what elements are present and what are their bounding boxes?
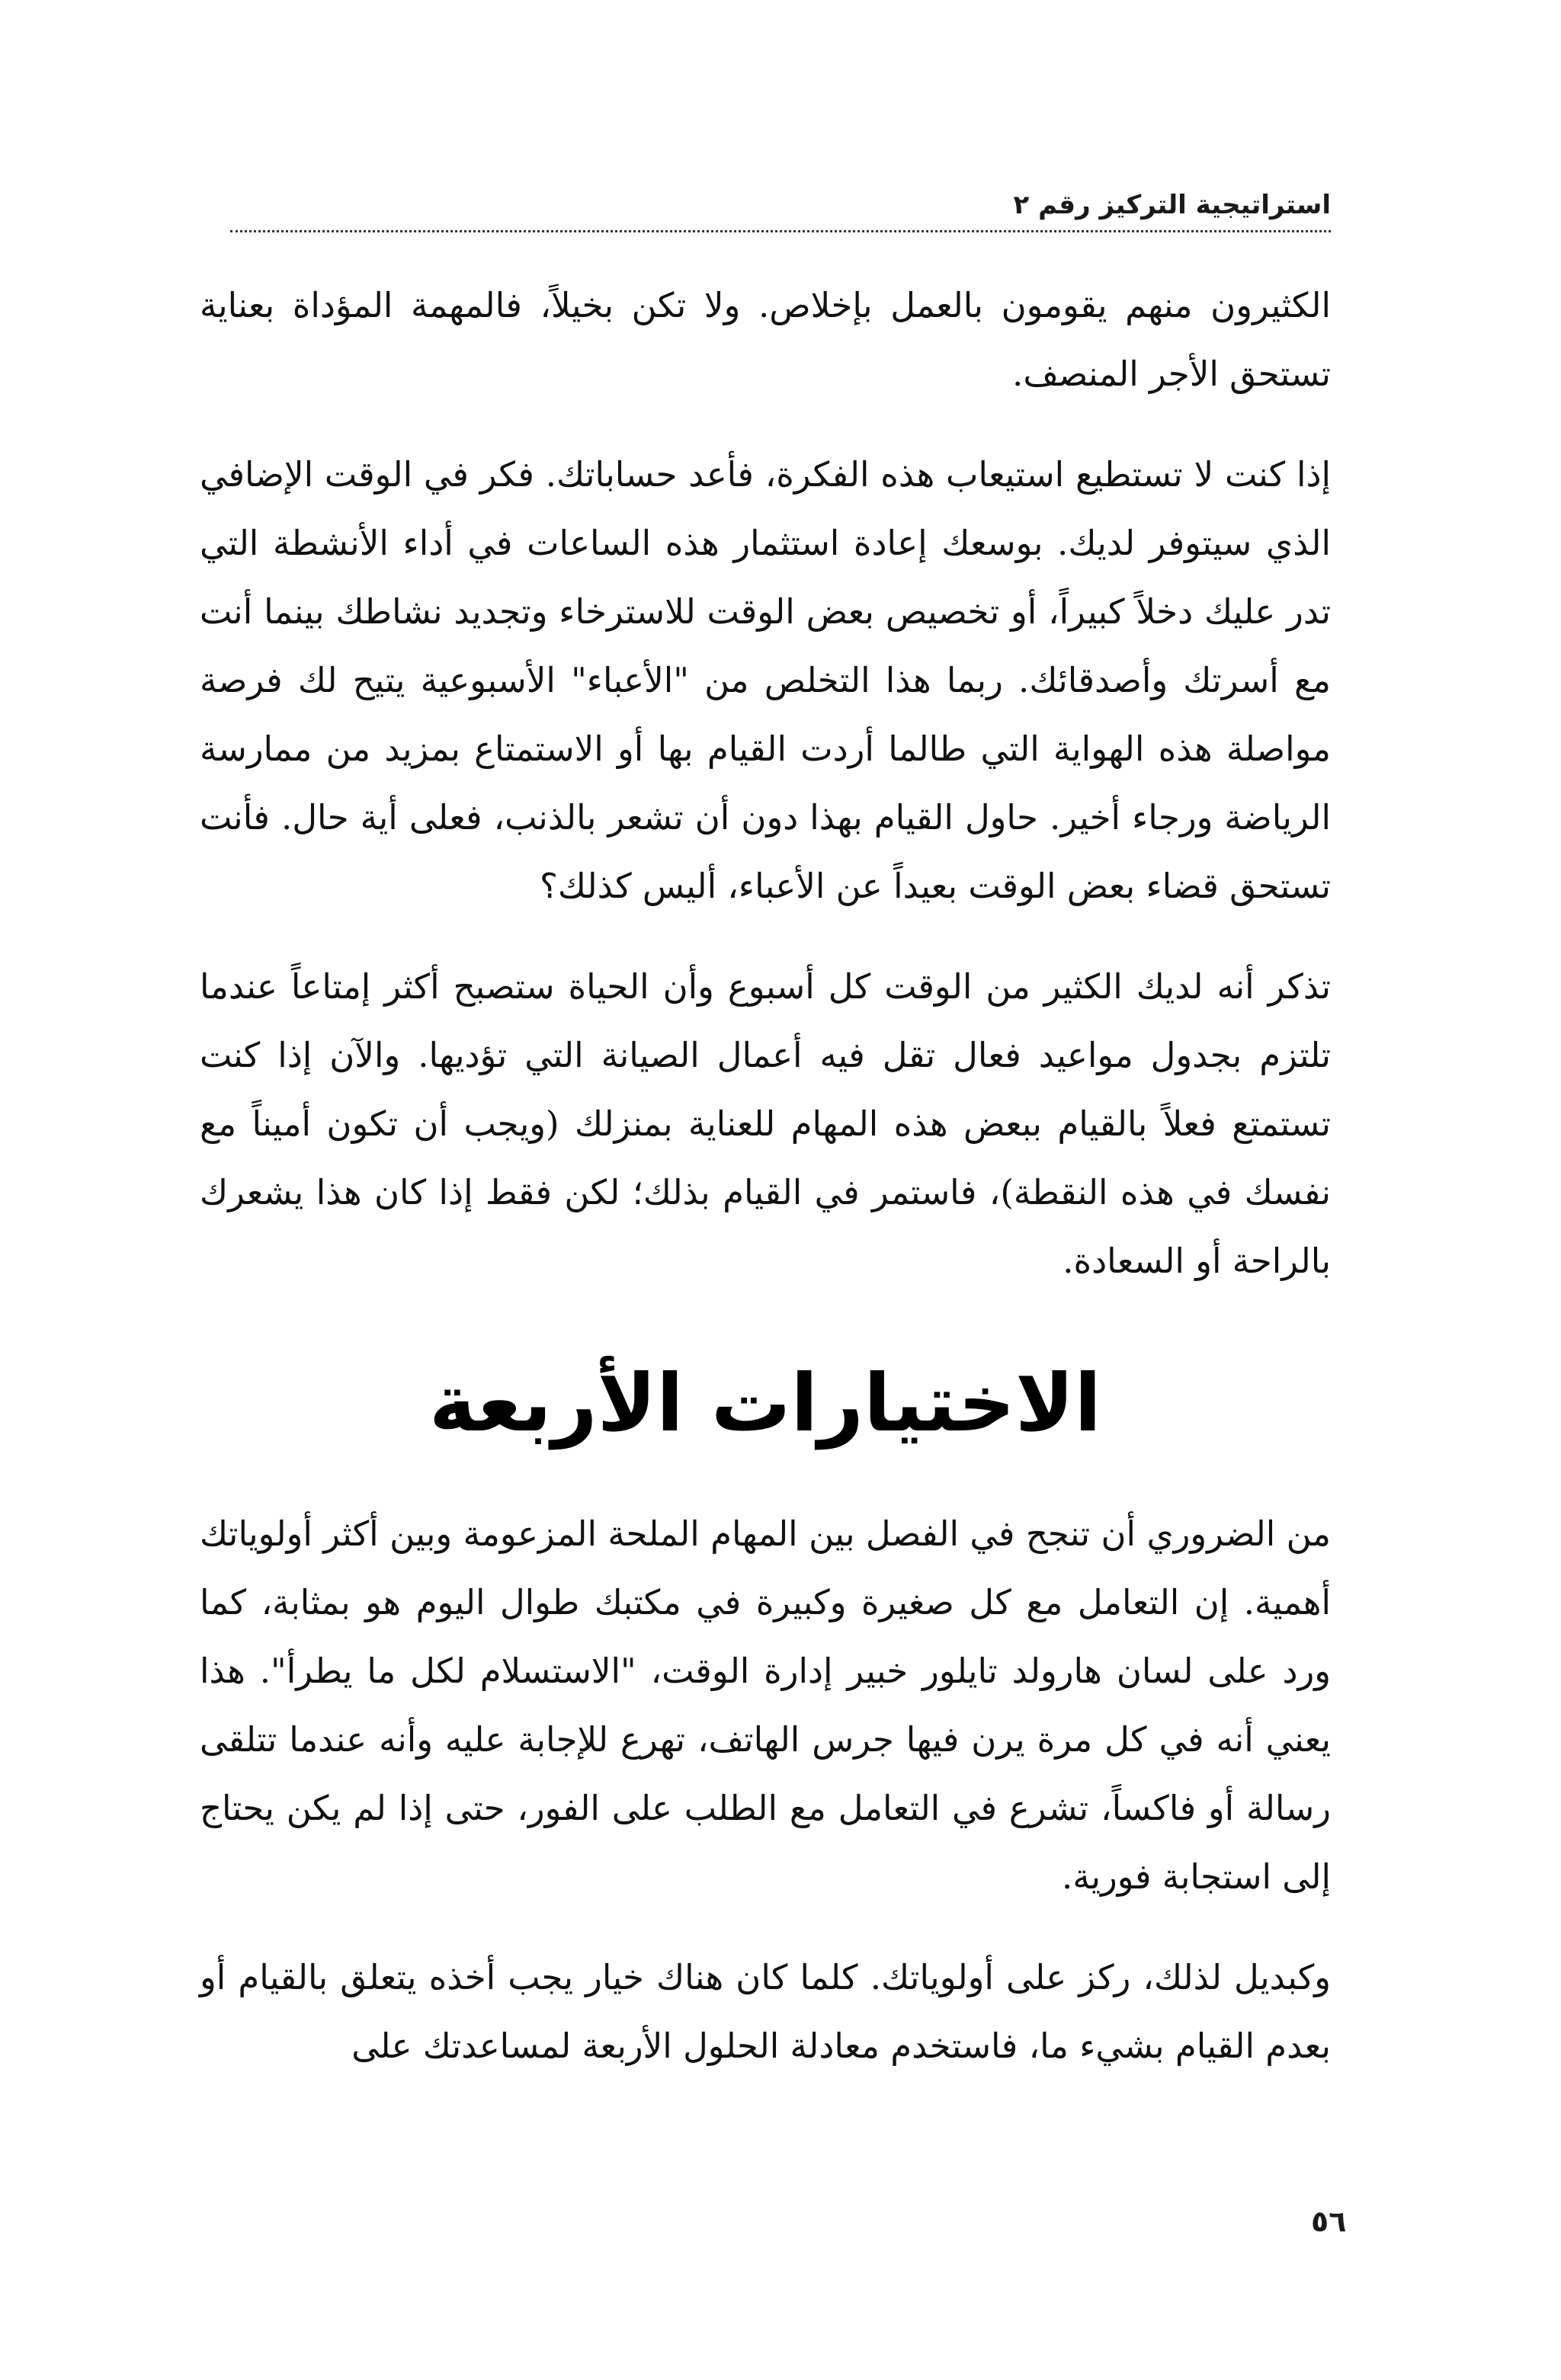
header-divider	[230, 230, 1331, 232]
section-paragraph-1: من الضروري أن تنجح في الفصل بين المهام الملحة المزعومة وبين أكثر أولوياتك أهمية. إن التعامل مع كل صغيرة وكبيرة في مكتبك طوال اليوم هو بمثابة، كما ورد على لسان هارولد تايلور خبير إدارة الوقت، "الاستسلام لكل ما يطرأ". هذا يعني أنه في كل مرة يرن فيها جرس الهاتف، تهرع للإجابة عليه وأنه عندما تتلقى رسالة أو فاكساً، تشرع في التعامل مع الطلب على الفور، حتى إذا لم يكن يحتاج إلى استجابة فورية.	[200, 1514, 1331, 1897]
section-paragraph-2: وكبديل لذلك، ركز على أولوياتك. كلما كان هناك خيار يجب أخذه يتعلق بالقيام أو بعدم القيام بشيء ما، فاستخدم معادلة الحلول الأربعة لمساعدتك على	[200, 1957, 1331, 2066]
page-number: ٥٦	[1311, 2205, 1347, 2238]
paragraph-2: إذا كنت لا تستطيع استيعاب هذه الفكرة، فأعد حساباتك. فكر في الوقت الإضافي الذي سيتوفر لديك. بوسعك إعادة استثمار هذه الساعات في أداء الأنشطة التي تدر عليك دخلاً كبيراً، أو تخصيص بعض الوقت للاسترخاء وتجديد نشاطك بينما أنت مع أسرتك وأصدقائك. ربما هذا التخلص من "الأعباء" الأسبوعية يتيح لك فرصة مواصلة هذه الهواية التي طالما أردت القيام بها أو الاستمتاع بمزيد من ممارسة الرياضة ورجاء أخير. حاول القيام بهذا دون أن تشعر بالذنب، فعلى أية حال. فأنت تستحق قضاء بعض الوقت بعيداً عن الأعباء، أليس كذلك؟	[200, 454, 1331, 906]
section-heading: الاختيارات الأربعة	[428, 1357, 1102, 1449]
page-body	[200, 271, 1331, 2080]
paragraph-1: الكثيرون منهم يقومون بالعمل بإخلاص. ولا تكن بخيلاً، فالمهمة المؤداة بعناية تستحق الأجر المنصف.	[200, 285, 1331, 394]
paragraph-3: تذكر أنه لديك الكثير من الوقت كل أسبوع وأن الحياة ستصبح أكثر إمتاعاً عندما تلتزم بجدول مواعيد فعال تقل فيه أعمال الصيانة التي تؤديها. والآن إذا كنت تستمتع فعلاً بالقيام ببعض هذه المهام للعناية بمنزلك (ويجب أن تكون أميناً مع نفسك في هذه النقطة)، فاستمر في القيام بذلك؛ لكن فقط إذا كان هذا يشعرك بالراحة أو السعادة.	[200, 966, 1331, 1281]
running-header: استراتيجية التركيز رقم ٢	[1013, 190, 1331, 220]
